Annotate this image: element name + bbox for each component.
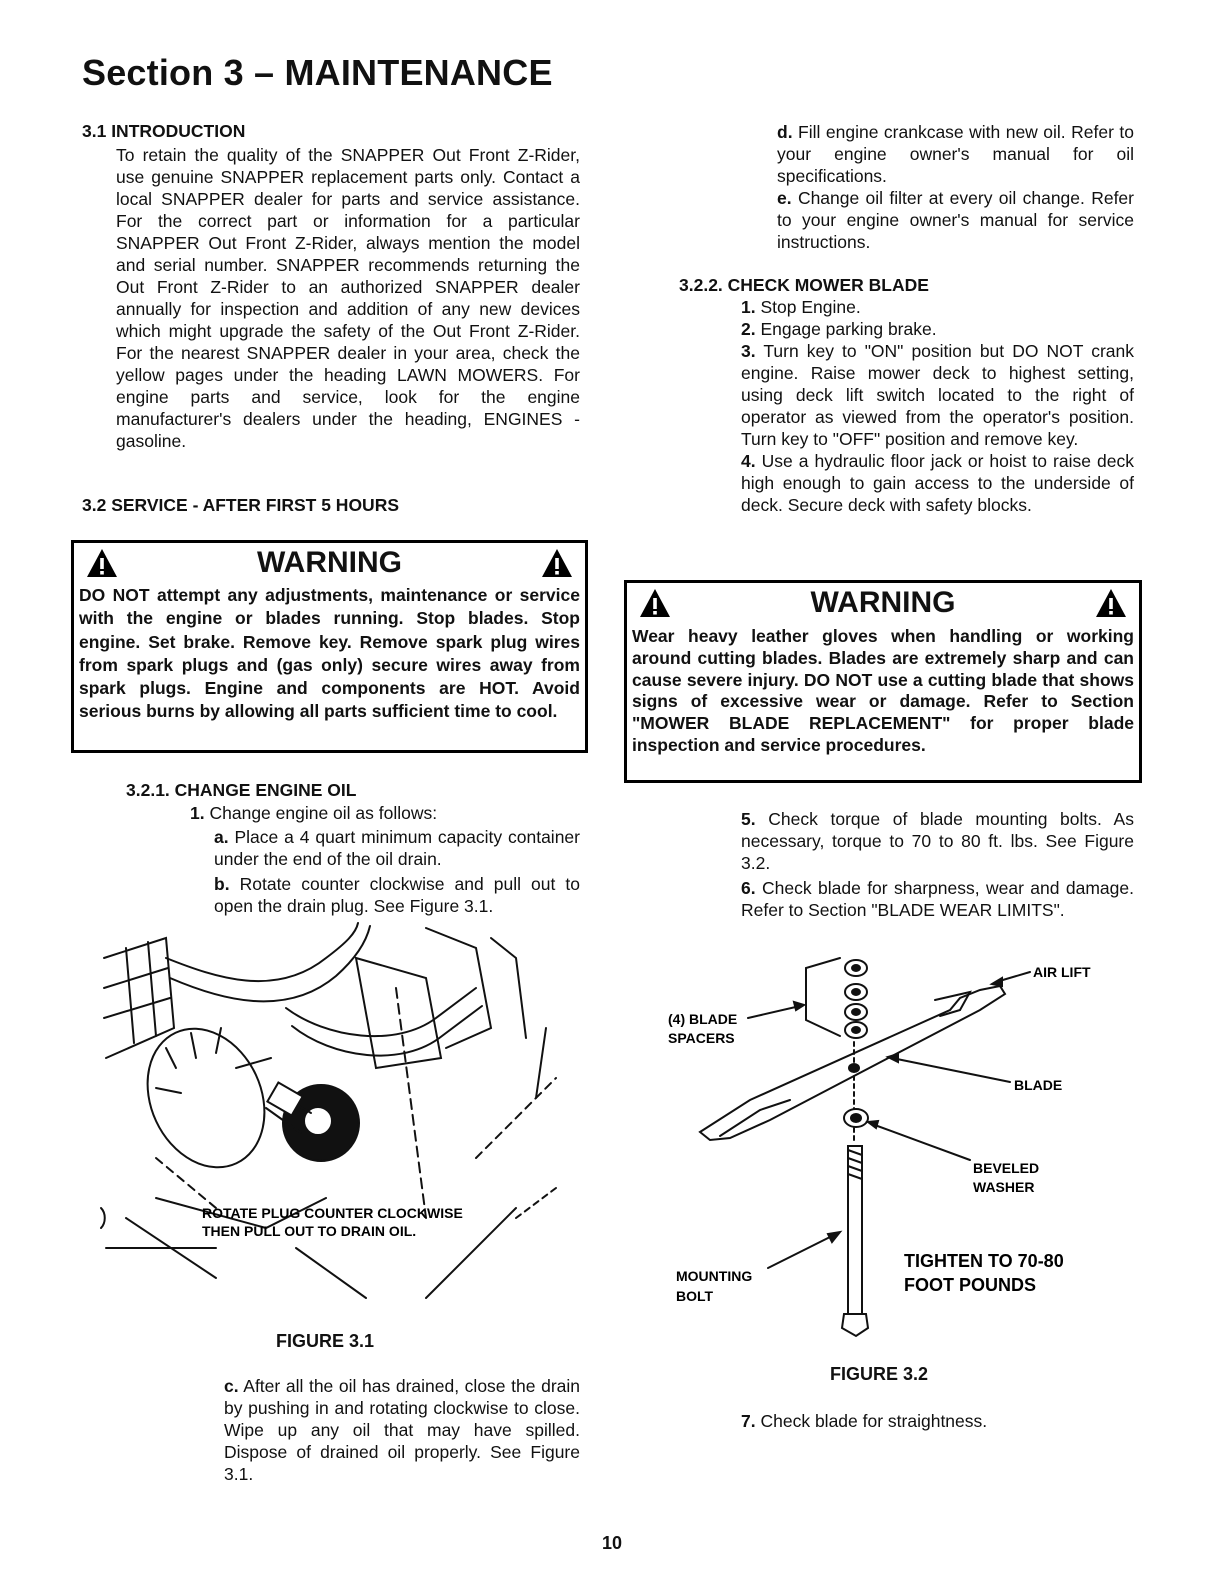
step-number: 4. (741, 451, 756, 471)
step-number: 7. (741, 1411, 756, 1431)
service-heading: 3.2 SERVICE - AFTER FIRST 5 HOURS (82, 495, 399, 515)
warning-triangle-icon (639, 588, 671, 618)
step-text: After all the oil has drained, close the drain by pushing in and rotating clockwise to close. Wipe up any oil that may have spilled. Dispose of drained oil properly. See Figure 3.1. (224, 1376, 581, 1484)
page-number: 10 (601, 1533, 623, 1553)
spacers-label-line1: (4) BLADE (668, 1011, 738, 1027)
figure-1-label-line2: THEN PULL OUT TO DRAIN OIL. (202, 1223, 417, 1239)
figure-3-1-caption: FIGURE 3.1 (276, 1331, 375, 1351)
step-text: Change engine oil as follows: (209, 803, 438, 823)
step-text: Stop Engine. (760, 297, 861, 317)
intro-text (116, 144, 580, 452)
intro-paragraph: To retain the quality of the SNAPPER Out Front Z-Rider, use genuine SNAPPER replacement parts only. Contact a local SNAPPER dealer for parts and service assistance. For the correct part or information for a particular SNAPPER Out Front Z-Rider, always mention the model and serial number. SNAPPER recommends returning the Out Front Z-Rider to an authorized SNAPPER dealer annually for inspection and addition of any new devices which might upgrade the safety of the Out Front Z-Rider. For the nearest SNAPPER dealer in your area, check the yellow pages under the heading LAWN MOWERS. For engine parts and service, look for the engine manufacturer's dealers under the heading, ENGINES - gasoline. (116, 145, 580, 451)
figure-3-2-caption: FIGURE 3.2 (830, 1364, 929, 1384)
warning-triangle-icon (541, 548, 573, 578)
step-text: Change oil filter at every oil change. Refer to your engine owner's manual for service instructions. (777, 188, 1134, 252)
step-text: Turn key to "ON" position but DO NOT crank engine. Raise mower deck to highest setting, using deck lift switch located to the right of operator as viewed from the operator's position. Turn key to "OFF" position and remove key. (741, 341, 1135, 449)
warning-triangle-icon (1095, 588, 1127, 618)
warning-1-title: WARNING (257, 546, 402, 579)
warning-1-text: DO NOT attempt any adjustments, maintenance or service with the engine or blades running. Stop blades. Stop engine. Set brake. Remove key. Remove spark plug wires from spark plugs and (gas only) secure wires away from spark plugs. Engine and components are HOT. Avoid serious burns by allowing all parts sufficient time to cool. (79, 585, 580, 722)
oil-step-d (777, 121, 1134, 187)
intro-heading: 3.1 INTRODUCTION (82, 121, 246, 141)
step-number: 1. (741, 297, 756, 317)
step-number: 2. (741, 319, 756, 339)
step-number: 1. (190, 803, 205, 823)
oil-step-a (214, 826, 580, 870)
torque-label-line2: FOOT POUNDS (904, 1275, 1037, 1295)
step-number: 6. (741, 878, 756, 898)
step-number: 5. (741, 809, 756, 829)
step-text: Use a hydraulic floor jack or hoist to raise deck high enough to gain access to the underside of deck. Secure deck with safety blocks. (741, 451, 1134, 515)
step-letter: a. (214, 827, 229, 847)
oil-step-1 (190, 802, 580, 824)
oil-heading: 3.2.1. CHANGE ENGINE OIL (126, 780, 357, 800)
step-letter: c. (224, 1376, 239, 1396)
step-text: Check blade for straightness. (760, 1411, 988, 1431)
blade-step-3 (741, 340, 1134, 450)
figure-1-label-line1: ROTATE PLUG COUNTER CLOCKWISE (202, 1205, 463, 1221)
washer-label-line2: WASHER (973, 1179, 1035, 1195)
oil-step-b (214, 873, 580, 917)
warning-box-2 (624, 580, 1142, 783)
figure-3-2-illustration (660, 950, 1140, 1350)
bolt-label-line1: MOUNTING (676, 1268, 753, 1284)
step-number: 3. (741, 341, 756, 361)
step-text: Place a 4 quart minimum capacity container under the end of the oil drain. (214, 827, 580, 869)
step-text: Fill engine crankcase with new oil. Refer to your engine owner's manual for oil specifications. (777, 122, 1134, 186)
blade-step-2 (741, 318, 1134, 340)
blade-step-1 (741, 296, 1134, 318)
air-lift-label: AIR LIFT (1033, 964, 1091, 980)
warning-box-1 (71, 540, 588, 753)
blade-step-4 (741, 450, 1134, 516)
section-title: Section 3 – MAINTENANCE (82, 52, 553, 93)
step-text: Check torque of blade mounting bolts. As necessary, torque to 70 to 80 ft. lbs. See Figure 3.2. (741, 809, 1134, 873)
washer-label-line1: BEVELED (973, 1160, 1040, 1176)
blade-step-5 (741, 808, 1134, 874)
blade-heading: 3.2.2. CHECK MOWER BLADE (679, 275, 929, 295)
step-text: Engage parking brake. (760, 319, 937, 339)
step-letter: b. (214, 874, 230, 894)
step-text: Check blade for sharpness, wear and damage. Refer to Section "BLADE WEAR LIMITS". (741, 878, 1134, 920)
step-letter: d. (777, 122, 793, 142)
step-letter: e. (777, 188, 792, 208)
oil-step-e (777, 187, 1134, 253)
step-text: Rotate counter clockwise and pull out to open the drain plug. See Figure 3.1. (214, 874, 580, 916)
blade-label: BLADE (1014, 1077, 1063, 1093)
warning-triangle-icon (86, 548, 118, 578)
warning-2-text: Wear heavy leather gloves when handling or working around cutting blades. Blades are extremely sharp and can cause severe injury. DO NOT use a cutting blade that shows signs of excessive wear or damage. Refer to Section "MOWER BLADE REPLACEMENT" for proper blade inspection and service procedures. (632, 626, 1134, 755)
blade-step-6 (741, 877, 1134, 921)
warning-1-header (74, 543, 585, 581)
blade-step-7 (741, 1410, 1134, 1432)
figure-3-1-illustration (96, 918, 566, 1310)
oil-step-c (224, 1375, 580, 1485)
spacers-label-line2: SPACERS (668, 1030, 735, 1046)
warning-2-header (627, 583, 1139, 621)
blade-steps (741, 296, 1134, 516)
torque-label-line1: TIGHTEN TO 70-80 (904, 1251, 1064, 1271)
warning-2-title: WARNING (810, 586, 956, 619)
bolt-label-line2: BOLT (676, 1288, 714, 1304)
